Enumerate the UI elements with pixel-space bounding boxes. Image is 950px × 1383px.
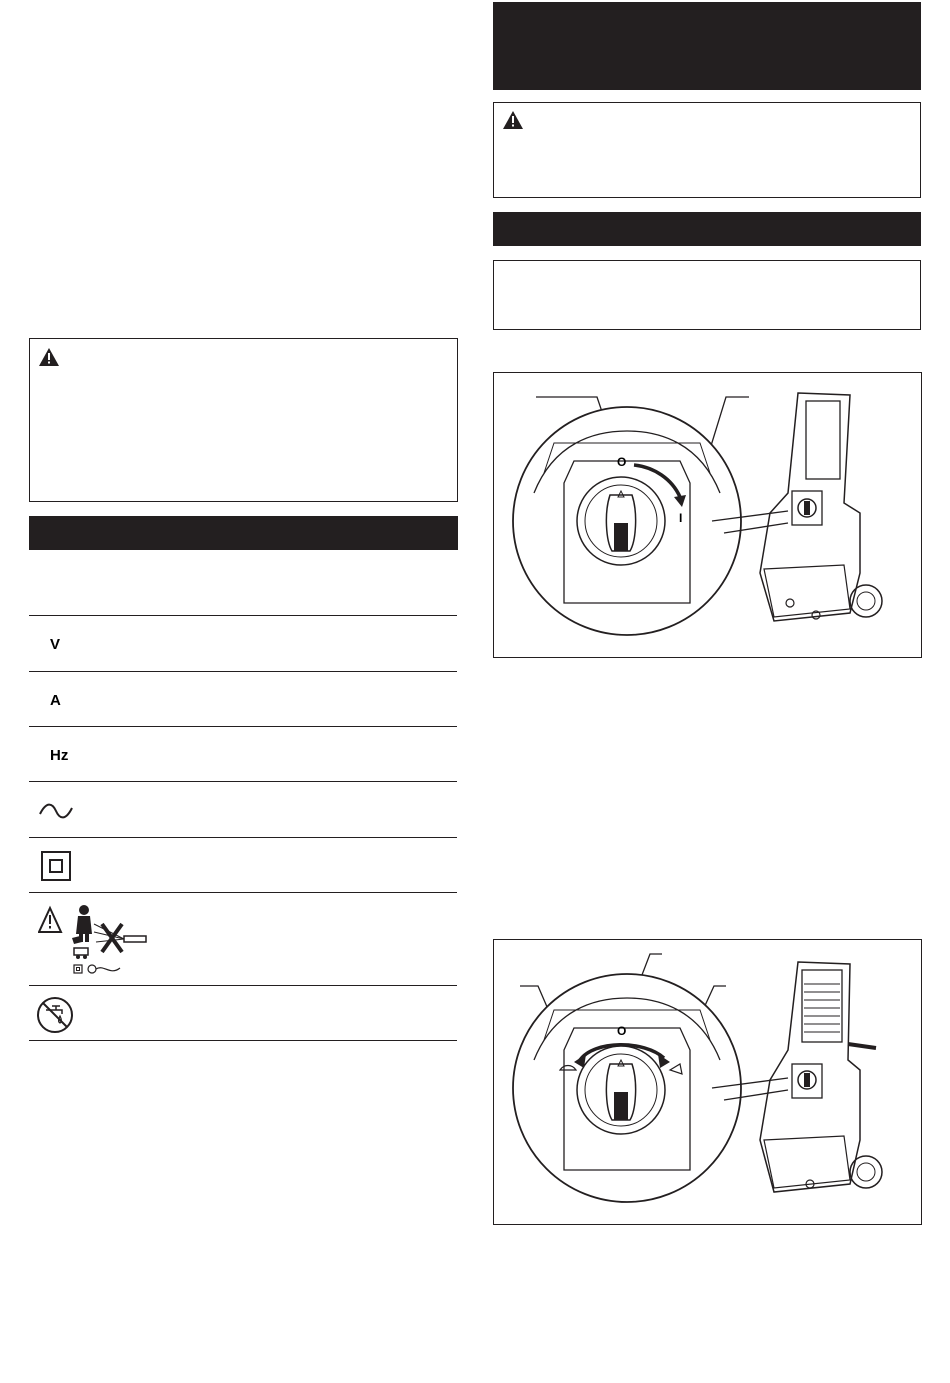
warning-icon — [38, 347, 60, 367]
tilde-icon — [38, 800, 74, 822]
table-divider — [29, 837, 457, 838]
double-square-icon — [41, 851, 71, 881]
symbol-hertz: Hz — [50, 747, 69, 764]
warning-box-left — [29, 338, 458, 502]
safety-composite-icon — [38, 902, 152, 978]
note-box-right — [493, 260, 921, 330]
table-divider — [29, 1040, 457, 1041]
symbol-amperes: A — [50, 692, 61, 709]
section-header-bar-left — [29, 516, 458, 550]
table-divider — [29, 615, 457, 616]
dial-mark-off: O — [617, 455, 627, 469]
table-divider — [29, 985, 457, 986]
figure-2-illustration — [494, 940, 920, 1223]
table-divider — [29, 892, 457, 893]
no-water-icon — [36, 996, 74, 1034]
warning-icon — [502, 110, 524, 130]
chapter-header-bar — [493, 2, 921, 90]
warning-box-right — [493, 102, 921, 198]
section-header-bar-right — [493, 212, 921, 246]
table-divider — [29, 671, 457, 672]
figure-1-illustration — [494, 373, 920, 656]
dial-mark-on: I — [679, 511, 683, 525]
figure-2 — [493, 939, 922, 1225]
table-divider — [29, 781, 457, 782]
symbol-volts: V — [50, 636, 61, 653]
dial-mark-center: O — [617, 1024, 627, 1038]
table-divider — [29, 726, 457, 727]
figure-1 — [493, 372, 922, 658]
